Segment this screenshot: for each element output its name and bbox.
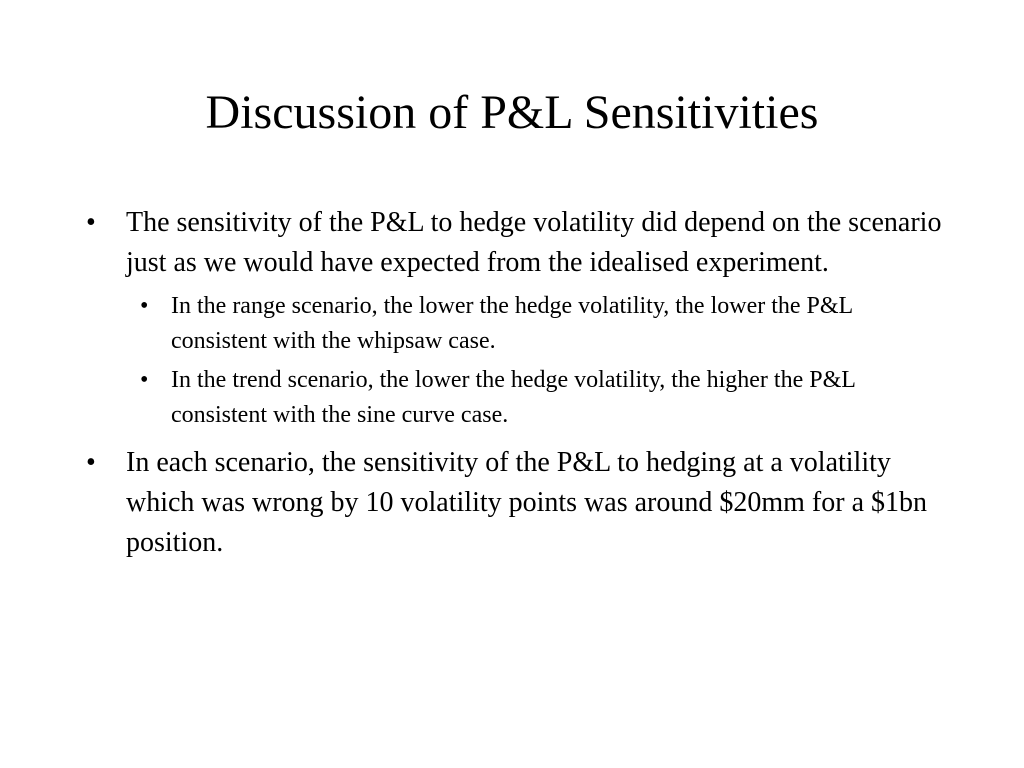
bullet-point-1 xyxy=(84,203,954,433)
sub-bullet-point-1-text: In the range scenario, the lower the hedge volatility, the lower the P&L consistent with the whipsaw case. xyxy=(171,293,853,354)
sub-bullet-dot-icon: • xyxy=(140,367,149,393)
bullet-point-1-text: The sensitivity of the P&L to hedge volatility did depend on the scenario just as we would have expected from the idealised experiment. xyxy=(126,207,942,278)
bullet-point-2 xyxy=(84,443,954,563)
slide-title: Discussion of P&L Sensitivities xyxy=(205,86,819,139)
bullet-list xyxy=(84,203,954,563)
sub-bullet-point-2-text: In the trend scenario, the lower the hedge volatility, the higher the P&L consistent with the sine curve case. xyxy=(171,367,856,428)
sub-bullet-dot-icon: • xyxy=(140,293,149,319)
bullet-point-2-text: In each scenario, the sensitivity of the P&L to hedging at a volatility which was wrong by 10 volatility points was around $20mm for a $1bn position. xyxy=(126,447,928,558)
slide-body xyxy=(84,203,954,569)
bullet-dot-icon: • xyxy=(86,447,96,478)
sub-bullet-point-2 xyxy=(126,363,954,433)
bullet-dot-icon: • xyxy=(86,207,96,238)
sub-bullet-point-1 xyxy=(126,289,954,359)
sub-bullet-list xyxy=(126,289,954,433)
